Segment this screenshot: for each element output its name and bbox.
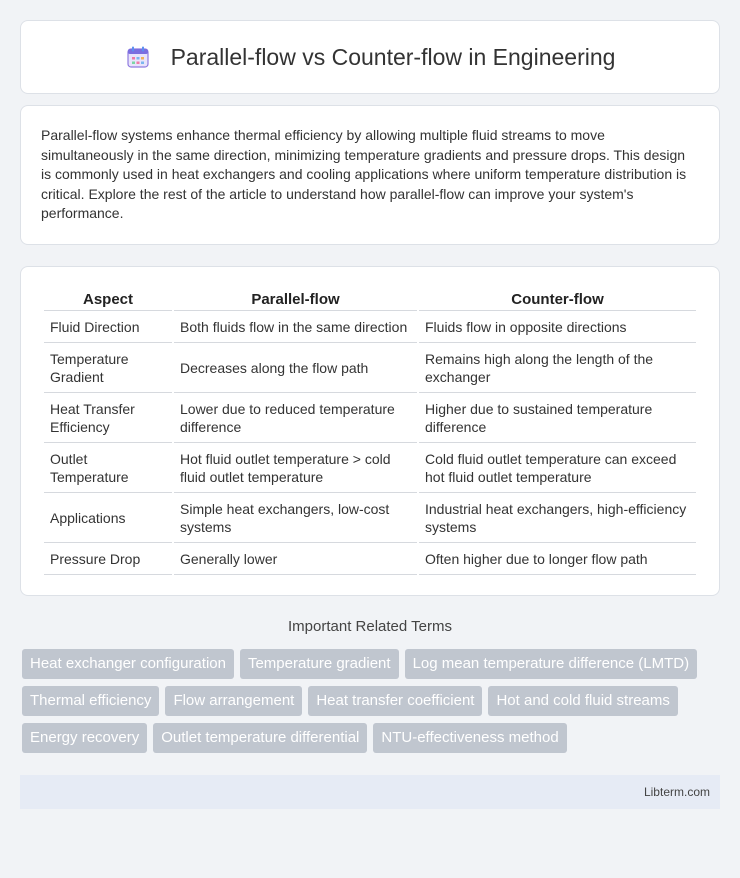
table-row bbox=[44, 393, 696, 443]
row-aspect: Applications bbox=[44, 493, 172, 543]
table-header-row bbox=[44, 287, 696, 311]
row-aspect: Pressure Drop bbox=[44, 543, 172, 575]
term-tag[interactable]: Outlet temperature differential bbox=[153, 723, 367, 753]
table-row bbox=[44, 543, 696, 575]
title-card bbox=[20, 20, 720, 94]
table-row bbox=[44, 343, 696, 393]
row-counter-value: Remains high along the length of the exchanger bbox=[419, 343, 696, 393]
table-row bbox=[44, 311, 696, 343]
term-tag[interactable]: Log mean temperature difference (LMTD) bbox=[405, 649, 698, 679]
term-tag[interactable]: Heat exchanger configuration bbox=[22, 649, 234, 679]
related-terms-title: Important Related Terms bbox=[288, 617, 452, 635]
comparison-table-card bbox=[20, 266, 720, 596]
row-parallel-value: Simple heat exchangers, low-cost systems bbox=[174, 493, 417, 543]
intro-card bbox=[20, 105, 720, 245]
row-parallel-value: Hot fluid outlet temperature > cold fluid outlet temperature bbox=[174, 443, 417, 493]
related-terms-list bbox=[20, 649, 720, 753]
table-row bbox=[44, 443, 696, 493]
row-counter-value: Often higher due to longer flow path bbox=[419, 543, 696, 575]
page-title: Parallel-flow vs Counter-flow in Engineering bbox=[170, 43, 616, 70]
term-tag[interactable]: Temperature gradient bbox=[240, 649, 399, 679]
term-tag[interactable]: Energy recovery bbox=[22, 723, 147, 753]
term-tag[interactable]: Hot and cold fluid streams bbox=[488, 686, 677, 716]
term-tag[interactable]: Heat transfer coefficient bbox=[308, 686, 482, 716]
row-parallel-value: Generally lower bbox=[174, 543, 417, 575]
calendar-icon bbox=[125, 44, 151, 70]
row-counter-value: Industrial heat exchangers, high-efficiency systems bbox=[419, 493, 696, 543]
row-aspect: Temperature Gradient bbox=[44, 343, 172, 393]
term-tag[interactable]: Thermal efficiency bbox=[22, 686, 159, 716]
row-parallel-value: Decreases along the flow path bbox=[174, 343, 417, 393]
header-aspect: Aspect bbox=[44, 287, 172, 311]
row-counter-value: Higher due to sustained temperature difference bbox=[419, 393, 696, 443]
row-parallel-value: Both fluids flow in the same direction bbox=[174, 311, 417, 343]
row-aspect: Heat Transfer Efficiency bbox=[44, 393, 172, 443]
header-counter-flow: Counter-flow bbox=[419, 287, 696, 311]
intro-text: Parallel-flow systems enhance thermal efficiency by allowing multiple fluid streams to move simultaneously in the same direction, minimizing temperature gradients and pressure drops. This design is commonly used in heat exchangers and cooling applications where uniform temperature distribution is critical. Explore the rest of the article to understand how parallel-flow can improve your system's performance. bbox=[41, 127, 687, 221]
header-parallel-flow: Parallel-flow bbox=[174, 287, 417, 311]
row-aspect: Fluid Direction bbox=[44, 311, 172, 343]
row-counter-value: Fluids flow in opposite directions bbox=[419, 311, 696, 343]
footer bbox=[20, 775, 720, 809]
row-parallel-value: Lower due to reduced temperature difference bbox=[174, 393, 417, 443]
table-row bbox=[44, 493, 696, 543]
term-tag[interactable]: Flow arrangement bbox=[165, 686, 302, 716]
comparison-table bbox=[42, 287, 698, 575]
footer-brand-link[interactable]: Libterm.com bbox=[643, 784, 710, 799]
row-aspect: Outlet Temperature bbox=[44, 443, 172, 493]
row-counter-value: Cold fluid outlet temperature can exceed hot fluid outlet temperature bbox=[419, 443, 696, 493]
term-tag[interactable]: NTU-effectiveness method bbox=[373, 723, 566, 753]
